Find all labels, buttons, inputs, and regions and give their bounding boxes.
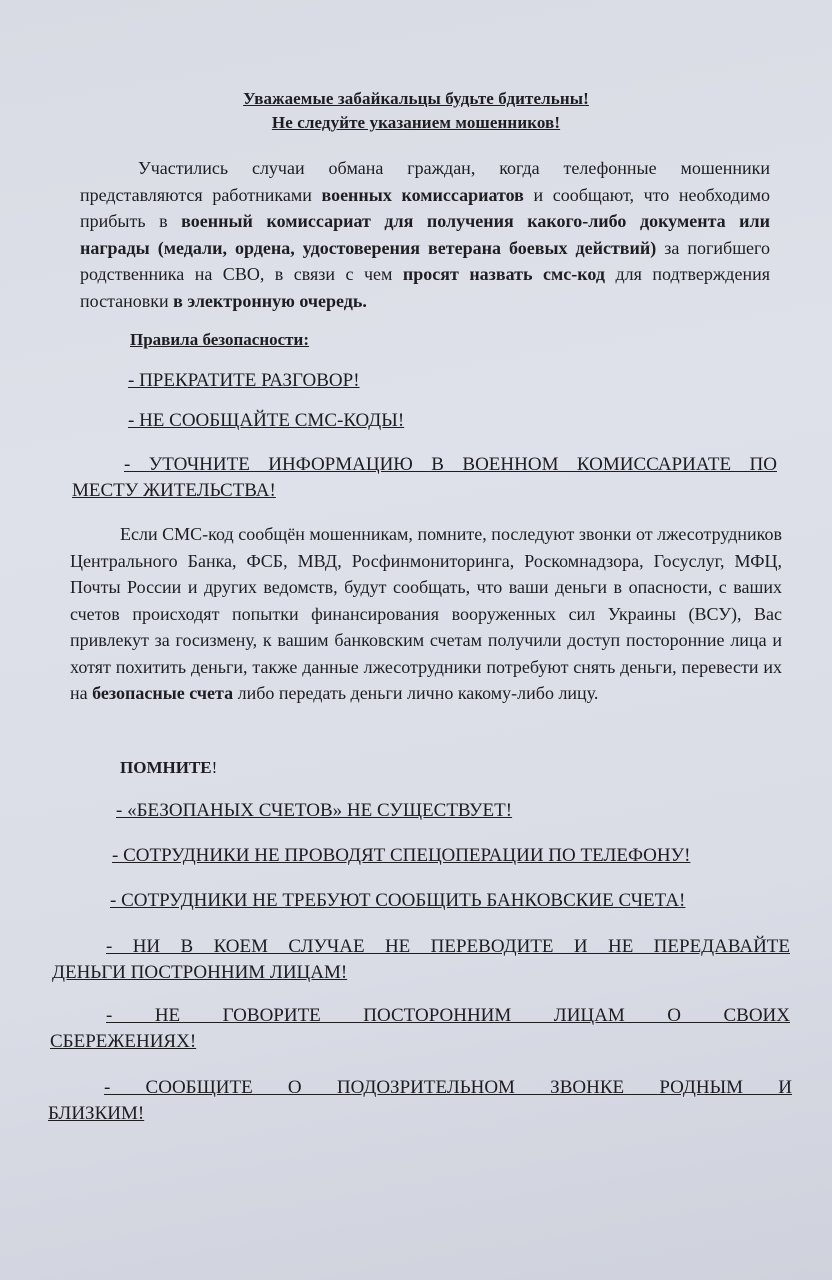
remember-mark: ! (211, 758, 218, 777)
remember-no-savings-talk (50, 1003, 790, 1055)
remember-heading (120, 758, 217, 778)
intro-paragraph (80, 155, 770, 314)
remember-no-transfers-line-2: ДЕНЬГИ ПОСТРОННИМ ЛИЦАМ! (52, 962, 348, 983)
intro-bold-1: военных комиссариатов (321, 184, 524, 205)
second-text-1: Если СМС-код сообщён мошенникам, помните, последуют звонки от лжесотрудников Центрального Банка, ФСБ, МВД, Росфинмониторинга, Роскомнадзора, Госуслуг, МФЦ, Почты России и других ведомств, будут сообщать, что ваши деньги в опасности, с ваших счетов происходят попытки финансирования вооруженных сил Украины (ВСУ), Вас привлекут за госизмену, к вашим банковским счетам получили доступ посторонние лица и хотят похитить деньги, также данные лжесотрудники потребуют снять деньги, перевести их на (70, 524, 782, 703)
heading-line-1: Уважаемые забайкальцы будьте бдительны! (243, 89, 589, 108)
remember-no-transfers-line-1: - НИ В КОЕМ СЛУЧАЕ НЕ ПЕРЕВОДИТЕ И НЕ ПЕРЕДАВАЙТЕ (106, 936, 790, 957)
rule-verify-line-1: - УТОЧНИТЕ ИНФОРМАЦИЮ В ВОЕННОМ КОМИССАРИАТЕ ПО (124, 454, 777, 475)
intro-bold-2: военный комиссариат для получения какого-либо документа или награды (медали, ордена, удостоверения ветерана боевых действий) (80, 211, 771, 258)
remember-report-line-1: - СООБЩИТЕ О ПОДОЗРИТЕЛЬНОМ ЗВОНКЕ РОДНЫМ И (104, 1077, 792, 1098)
intro-text-1: Участились случаи обмана граждан, когда телефонные мошенники представляются работниками (80, 158, 770, 205)
remember-no-safe-accounts: - «БЕЗОПАНЫХ СЧЕТОВ» НЕ СУЩЕСТВУЕТ! (116, 800, 513, 821)
safety-rules-title: Правила безопасности: (130, 330, 309, 349)
rule-verify-line-2: МЕСТУ ЖИТЕЛЬСТВА! (72, 480, 276, 501)
intro-text-2: и сообщают, что необходимо прибыть в (80, 184, 770, 231)
remember-word: ПОМНИТЕ (120, 758, 212, 777)
second-bold-1: безопасные счета (92, 683, 234, 703)
remember-report-call (48, 1075, 792, 1127)
intro-bold-4: в электронную очередь. (173, 290, 367, 311)
remember-report-line-2: БЛИЗКИМ! (48, 1103, 145, 1124)
intro-text-3: за погибшего родственника на СВО, в связи с чем (80, 237, 770, 284)
rule-stop-conversation: - ПРЕКРАТИТЕ РАЗГОВОР! (128, 370, 360, 391)
remember-no-bank-accounts: - СОТРУДНИКИ НЕ ТРЕБУЮТ СООБЩИТЬ БАНКОВСКИЕ СЧЕТА! (110, 890, 686, 911)
second-paragraph (70, 521, 782, 707)
remember-no-phone-operations: - СОТРУДНИКИ НЕ ПРОВОДЯТ СПЕЦОПЕРАЦИИ ПО ТЕЛЕФОНУ! (112, 845, 691, 866)
remember-no-savings-line-2: СБЕРЕЖЕНИЯХ! (50, 1031, 197, 1052)
intro-text-4: для подтверждения постановки (80, 264, 770, 311)
remember-no-savings-line-1: - НЕ ГОВОРИТЕ ПОСТОРОННИМ ЛИЦАМ О СВОИХ (106, 1005, 790, 1026)
second-text-2: либо передать деньги лично какому-либо лицу. (233, 683, 599, 703)
remember-no-transfers (52, 934, 790, 986)
rule-verify-info (72, 452, 777, 504)
intro-bold-3: просят назвать смс-код (402, 264, 605, 284)
rule-no-sms-codes: - НЕ СООБЩАЙТЕ СМС-КОДЫ! (128, 410, 405, 431)
heading-line-2: Не следуйте указанием мошенников! (271, 113, 561, 132)
